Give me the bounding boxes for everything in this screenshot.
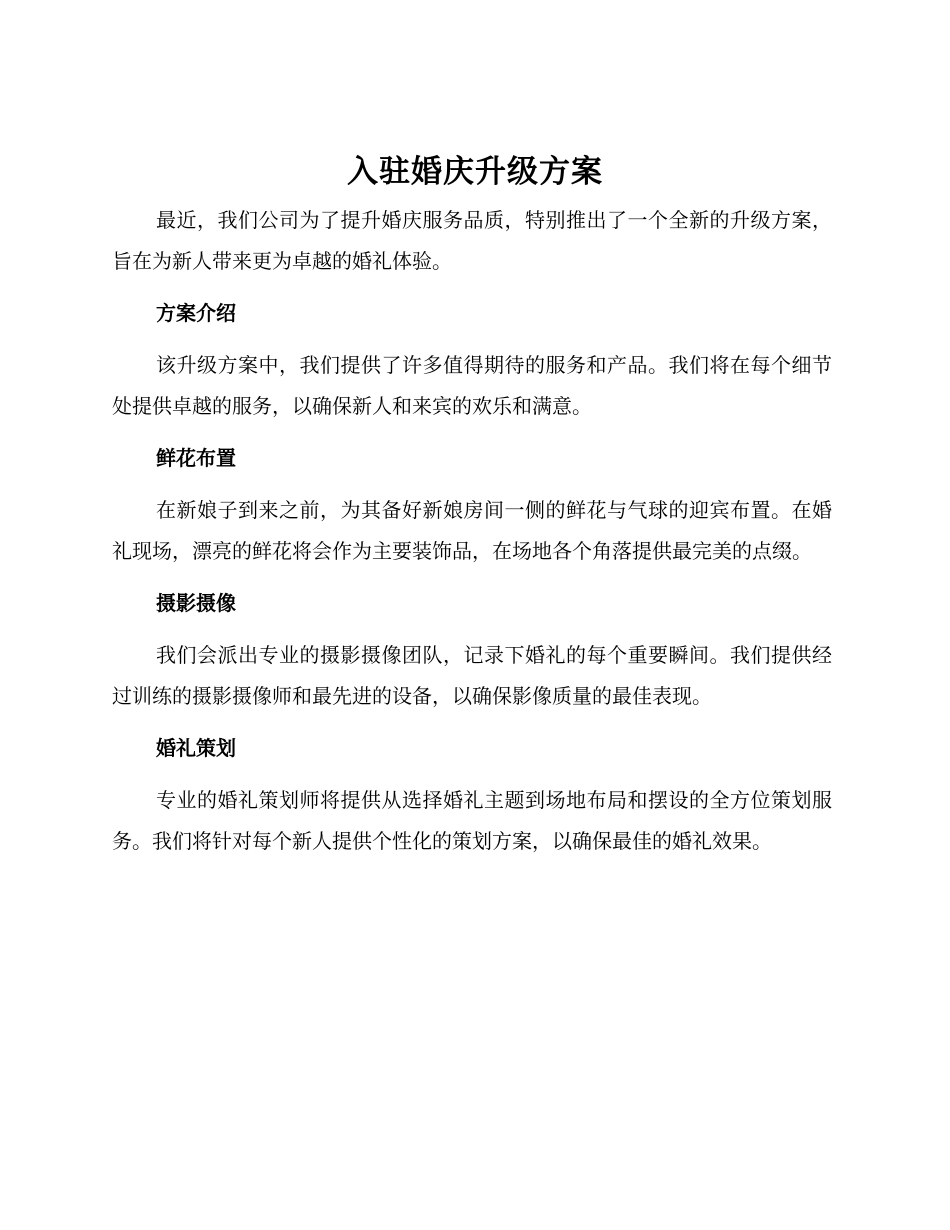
document-title: 入驻婚庆升级方案: [347, 154, 603, 190]
intro-paragraph: 最近，我们公司为了提升婚庆服务品质，特别推出了一个全新的升级方案，旨在为新人带来更为卓越的婚礼体验。: [112, 208, 832, 273]
section-body-flowers: 在新娘子到来之前，为其备好新娘房间一侧的鲜花与气球的迎宾布置。在婚礼现场，漂亮的鲜花将会作为主要装饰品，在场地各个角落提供最完美的点缀。: [112, 498, 832, 563]
document-body: [112, 200, 832, 862]
section-heading-planning: 婚礼策划: [156, 736, 236, 760]
section-heading-photography: 摄影摄像: [156, 591, 236, 615]
section-body-photography: 我们会派出专业的摄影摄像团队，记录下婚礼的每个重要瞬间。我们提供经过训练的摄影摄像师和最先进的设备，以确保影像质量的最佳表现。: [112, 643, 832, 708]
section-heading-flowers: 鲜花布置: [156, 446, 236, 470]
section-body-plan-intro: 该升级方案中，我们提供了许多值得期待的服务和产品。我们将在每个细节处提供卓越的服务，以确保新人和来宾的欢乐和满意。: [112, 353, 832, 418]
section-body-planning: 专业的婚礼策划师将提供从选择婚礼主题到场地布局和摆设的全方位策划服务。我们将针对每个新人提供个性化的策划方案，以确保最佳的婚礼效果。: [112, 788, 832, 853]
section-heading-plan-intro: 方案介绍: [156, 301, 236, 325]
